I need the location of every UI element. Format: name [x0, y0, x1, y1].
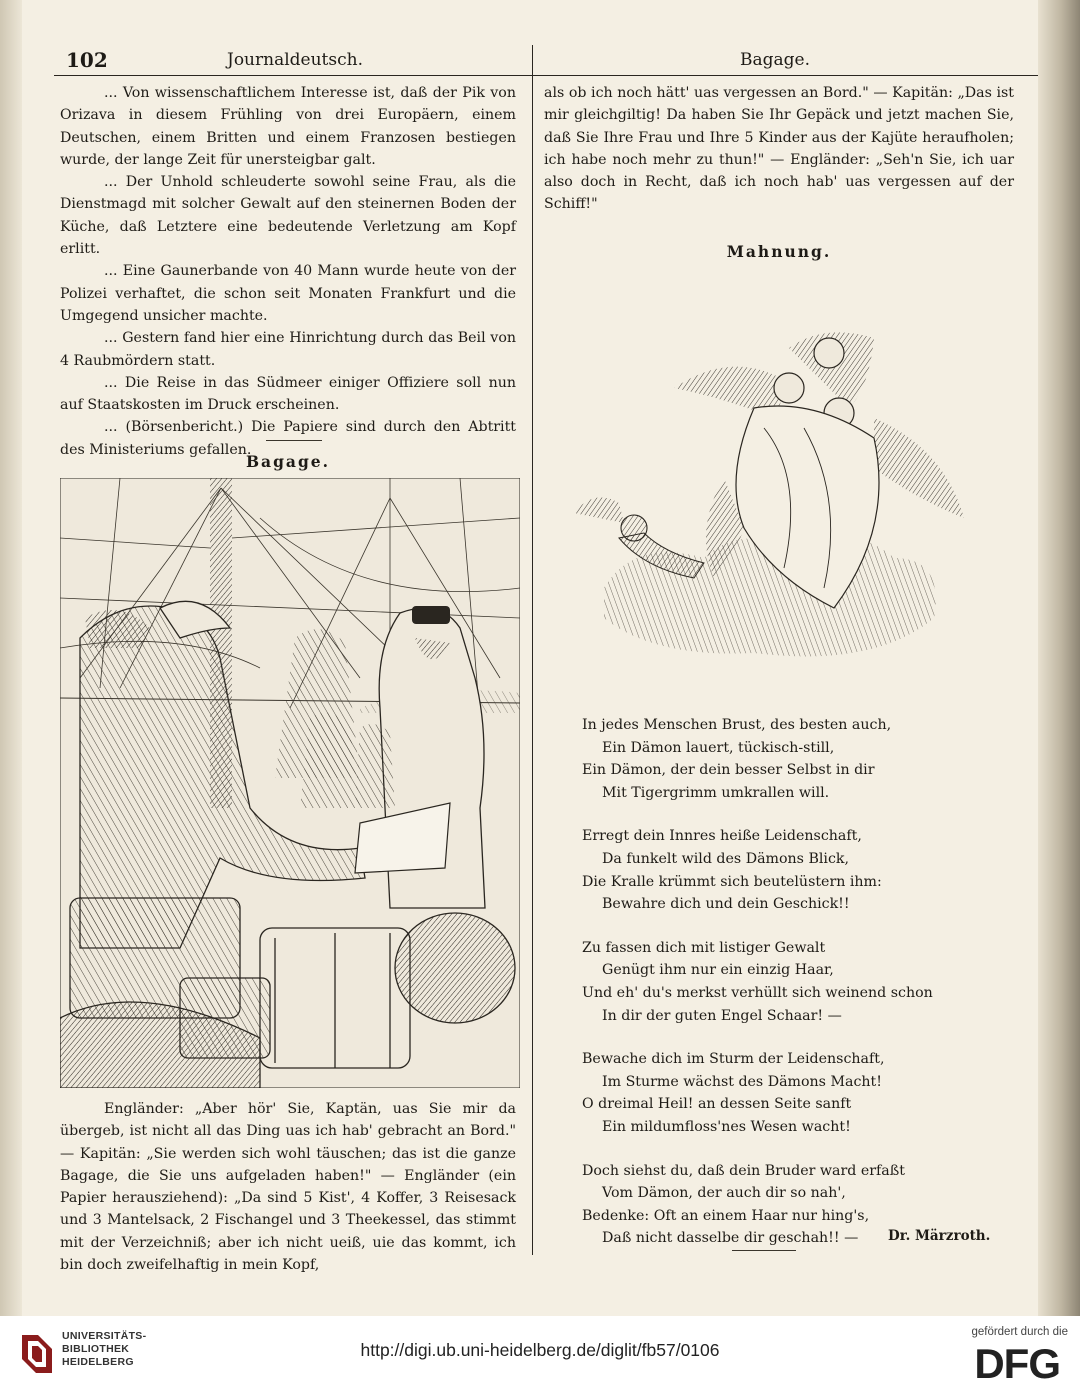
- section-separator: [266, 440, 322, 441]
- news-item: ... Die Reise in das Südmeer einiger Offiziere soll nun auf Staatskosten im Druck erscheinen.: [60, 374, 516, 414]
- right-running-title: Bagage.: [740, 50, 810, 70]
- angels-demon-illustration: [574, 328, 984, 668]
- poem-line: In dir der guten Engel Schaar! —: [602, 1007, 842, 1024]
- poem-mahnung: [582, 714, 1002, 1271]
- end-separator: [732, 1250, 796, 1251]
- poem-line: Bedenke: Oft an einem Haar nur hing's,: [582, 1207, 870, 1224]
- dialogue-text: Engländer: „Aber hör' Sie, Kaptän, uas Sie mir da übergeb, ist nicht all das Ding uas ich hab' gebracht an Bord." — Kapitän: „Sie werden sich wohl täuschen; das ist die ganze Bagage, die Sie uns aufgeladen haben!" — Engländer (ein Papier herausziehend): „Da sind 5 Kist', 4 Koffer, 3 Reisesack und 3 Mantelsack, 2 Fischangel und 3 Theekessel, das stimmt mit der Verzeichniß; aber ich nicht ueiß, uie das kommt, ich bin doch zweifelhaftig in mein Kopf,: [60, 1101, 516, 1274]
- poem-line: O dreimal Heil! an dessen Seite sanft: [582, 1096, 852, 1113]
- poem-line: In jedes Menschen Brust, des besten auch,: [582, 717, 892, 733]
- poem-line: Ein Dämon lauert, tückisch-still,: [602, 739, 835, 756]
- poem-line: Erregt dein Innres heiße Leidenschaft,: [582, 828, 862, 845]
- page-number: 102: [66, 48, 108, 72]
- poem-line: Die Kralle krümmt sich beutelüstern ihm:: [582, 873, 882, 890]
- poem-line: Zu fassen dich mit listiger Gewalt: [582, 939, 826, 956]
- news-item: ... Eine Gaunerbande von 40 Mann wurde heute von der Polizei verhaftet, die schon seit Monaten Frankfurt und die Umgegend unsicher machte.: [60, 263, 516, 324]
- funding-note: gefördert durch die: [971, 1326, 1068, 1338]
- angel-wing-right: [874, 418, 964, 518]
- library-line: HEIDELBERG: [62, 1356, 134, 1368]
- poem-stanza: [582, 825, 1002, 915]
- dialogue-left: [60, 1098, 516, 1276]
- poem-line: Im Sturme wächst des Dämons Macht!: [602, 1073, 882, 1090]
- poem-line: Vom Dämon, der auch dir so nah',: [602, 1185, 846, 1202]
- viewer-footer: [0, 1316, 1080, 1398]
- left-running-title: Journaldeutsch.: [227, 50, 363, 70]
- poem-line: Daß nicht dasselbe dir geschah!! —: [602, 1230, 859, 1247]
- section-title-mahnung: Mahnung.: [726, 242, 832, 261]
- poem-line: Genügt ihm nur ein einzig Haar,: [602, 962, 834, 979]
- news-item: ... (Börsenbericht.) Die Papiere sind durch den Abtritt des Ministeriums gefallen.: [60, 419, 516, 458]
- poem-stanza: [582, 1048, 1002, 1138]
- page-left-edge: [0, 0, 22, 1316]
- poem-line: Und eh' du's merkst verhüllt sich weinend schon: [582, 984, 933, 1001]
- document-url-link[interactable]: http://digi.ub.uni-heidelberg.de/diglit/fb57/0106: [360, 1340, 720, 1360]
- library-line: UNIVERSITÄTS-: [62, 1330, 147, 1342]
- poem-stanza: [582, 937, 1002, 1027]
- poem-stanza: [582, 714, 1002, 804]
- column-divider: [532, 45, 533, 1255]
- news-item: ... Der Unhold schleuderte sowohl seine Frau, als die Dienstmagd mit solcher Gewalt auf den steinernen Boden der Küche, daß Letztere eine bedeutende Verletzung am Kopf erlitt.: [60, 174, 516, 258]
- poem-line: Doch siehst du, daß dein Bruder ward erfaßt: [582, 1162, 905, 1179]
- news-item: ... Gestern fand hier eine Hinrichtung durch das Beil von 4 Raubmördern statt.: [60, 330, 516, 369]
- poem-line: Da funkelt wild des Dämons Blick,: [602, 850, 849, 867]
- news-item: ... Von wissenschaftlichem Interesse ist, daß der Pik von Orizava in diesem Frühling von drei Europäern, einem Deutschen, einem Britten und einem Franzosen bestiegen wurde, der lange Zeit für unersteigbar galt.: [60, 85, 516, 168]
- poem-line: Mit Tigergrimm umkrallen will.: [602, 784, 830, 801]
- newspaper-page: [22, 0, 1038, 1316]
- demon-wing: [574, 497, 624, 523]
- library-line: BIBLIOTHEK: [62, 1343, 130, 1355]
- poem-line: Bewahre dich und dein Geschick!!: [602, 896, 850, 913]
- poem-line: Bewache dich im Sturm der Leidenschaft,: [582, 1051, 885, 1068]
- section-title-bagage: Bagage.: [245, 452, 331, 471]
- captain-cap: [412, 606, 450, 624]
- angel-head: [814, 338, 844, 368]
- poem-line: Ein Dämon, der dein besser Selbst in dir: [582, 762, 875, 779]
- left-column-news: [60, 82, 516, 461]
- poem-signature: Dr. Märzroth.: [888, 1228, 991, 1244]
- poem-line: Ein mildumfloss'nes Wesen wacht!: [602, 1118, 851, 1135]
- dialogue-continuation: als ob ich noch hätt' uas vergessen an Bord." — Kapitän: „Das ist mir gleichgiltig! Da haben Sie Ihr Gepäck und jetzt machen Sie, daß Sie Ihre Frau und Ihre 5 Kinder aus der Kajüte heraufholen; ich habe noch mehr zu thun!" — Engländer: „Seh'n Sie, ich uar also doch in Recht, daß ich noch hab' uas vergessen auf der Schiff!": [544, 85, 1014, 213]
- header-rule: [54, 75, 1040, 76]
- ship-deck-illustration: [60, 478, 520, 1088]
- dfg-logo[interactable]: DFG: [974, 1340, 1060, 1387]
- page-right-edge: [1038, 0, 1080, 1316]
- dialogue-right: [544, 82, 1014, 216]
